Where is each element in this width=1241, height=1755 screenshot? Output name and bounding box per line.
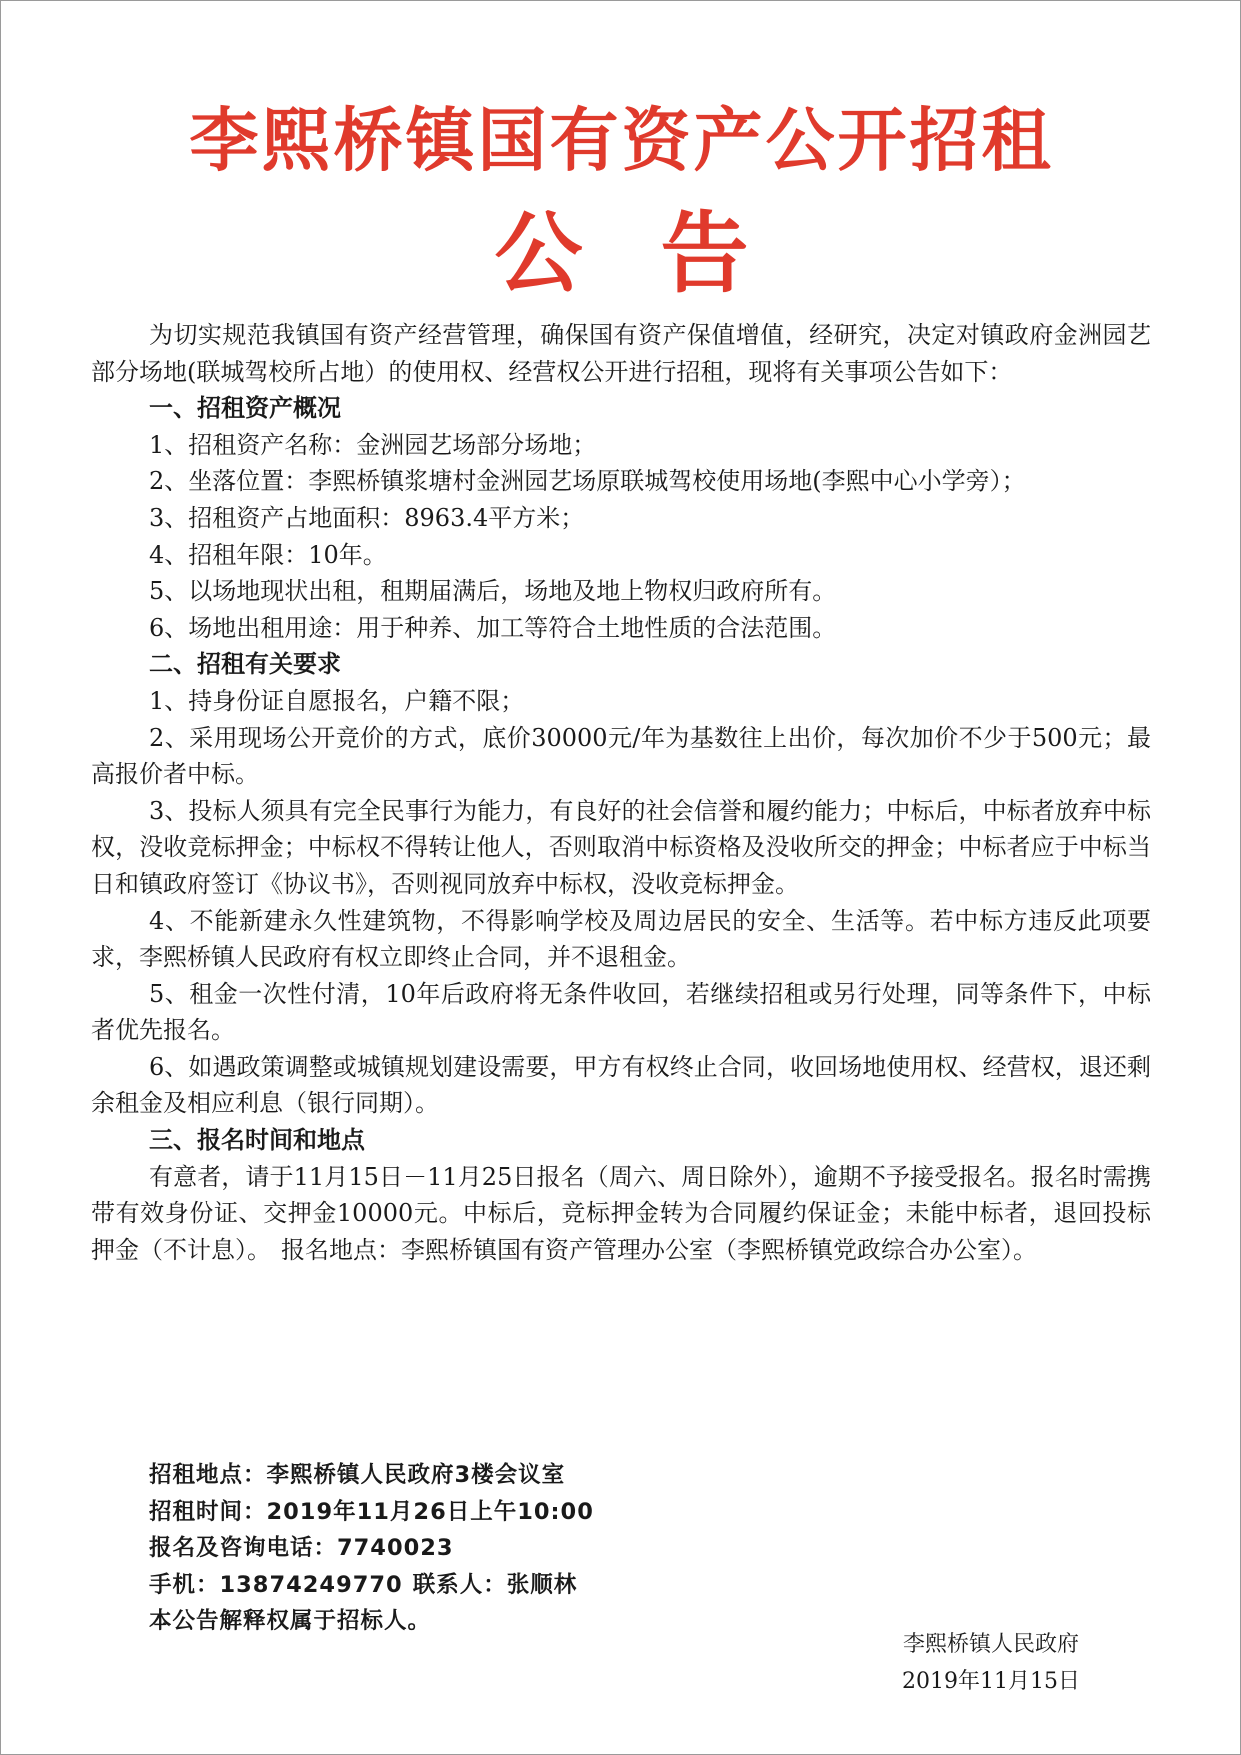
requirement-item: 4、不能新建永久性建筑物，不得影响学校及周边居民的安全、生活等。若中标方违反此项要求，李熙桥镇人民政府有权立即终止合同，并不退租金。	[91, 906, 1151, 972]
asset-item: 4、招租年限：10年。	[149, 540, 387, 569]
intro-paragraph: 为切实规范我镇国有资产经营管理，确保国有资产保值增值，经研究，决定对镇政府金洲园艺部分场地(联城驾校所占地）的使用权、经营权公开进行招租，现将有关事项公告如下：	[91, 321, 1151, 386]
asset-item: 6、场地出租用途：用于种养、加工等符合土地性质的合法范围。	[149, 613, 837, 642]
consult-phone: 报名及咨询电话：7740023	[149, 1535, 454, 1562]
requirement-item: 5、租金一次性付清，10年后政府将无条件收回，若继续招租或另行处理，同等条件下，中标者优先报名。	[91, 979, 1151, 1045]
issuing-organization: 李熙桥镇人民政府	[902, 1632, 1079, 1657]
requirement-item: 2、采用现场公开竞价的方式，底价30000元/年为基数往上出价，每次加价不少于500元；最高报价者中标。	[91, 723, 1151, 789]
requirement-item: 1、持身份证自愿报名，户籍不限；	[149, 686, 525, 715]
registration-location: 报名地点：李熙桥镇国有资产管理办公室（李熙桥镇党政综合办公室）。	[281, 1235, 1037, 1264]
auction-venue: 招租地点：李熙桥镇人民政府3楼会议室	[149, 1462, 566, 1488]
notice-subtitle: 公告	[494, 201, 827, 305]
section-heading-registration: 三、报名时间和地点	[149, 1126, 365, 1155]
contact-line	[149, 1567, 594, 1604]
asset-item: 2、坐落位置：李熙桥镇浆塘村金洲园艺场原联城驾校使用场地(李熙中心小学旁）；	[149, 467, 1026, 496]
requirement-item: 6、如遇政策调整或城镇规划建设需要，甲方有权终止合同，收回场地使用权、经营权，退还剩余租金及相应利息（银行同期）。	[91, 1052, 1151, 1118]
requirement-item: 3、投标人须具有完全民事行为能力，有良好的社会信誉和履约能力；中标后，中标者放弃中标权，没收竞标押金；中标权不得转让他人，否则取消中标资格及没收所交的押金；中标者应于中标当日和镇政府签订《协议书》，否则视同放弃中标权，没收竞标押金。	[91, 796, 1151, 898]
interpretation-note: 本公告解释权属于招标人。	[149, 1608, 432, 1635]
auction-info-block	[149, 1457, 594, 1640]
section-heading-asset-overview: 一、招租资产概况	[149, 394, 341, 423]
registration-paragraph	[91, 1159, 1151, 1269]
auction-time: 招租时间：2019年11月26日上午10:00	[149, 1498, 594, 1525]
asset-item: 3、招租资产占地面积：8963.4平方米；	[149, 503, 585, 532]
asset-item: 1、招租资产名称：金洲园艺场部分场地；	[149, 430, 597, 459]
notice-title: 李熙桥镇国有资产公开招租	[189, 100, 1054, 181]
registration-text: 有意者，请于11月15日－11月25日报名（周六、周日除外），逾期不予接受报名。报名时需携带有效身份证、交押金10000元。中标后，竞标押金转为合同履约保证金；未能中标者，退回投标押金（不计息）。	[91, 1162, 1151, 1264]
signature-block	[841, 1626, 1141, 1700]
mobile-number: 手机：13874249770	[149, 1571, 403, 1598]
notice-body	[91, 317, 1151, 1268]
asset-item: 5、以场地现状出租，租期届满后，场地及地上物权归政府所有。	[149, 577, 837, 606]
section-heading-requirements: 二、招租有关要求	[149, 650, 341, 679]
issue-date: 2019年11月15日	[902, 1669, 1080, 1694]
contact-person: 联系人：张顺林	[412, 1571, 578, 1598]
